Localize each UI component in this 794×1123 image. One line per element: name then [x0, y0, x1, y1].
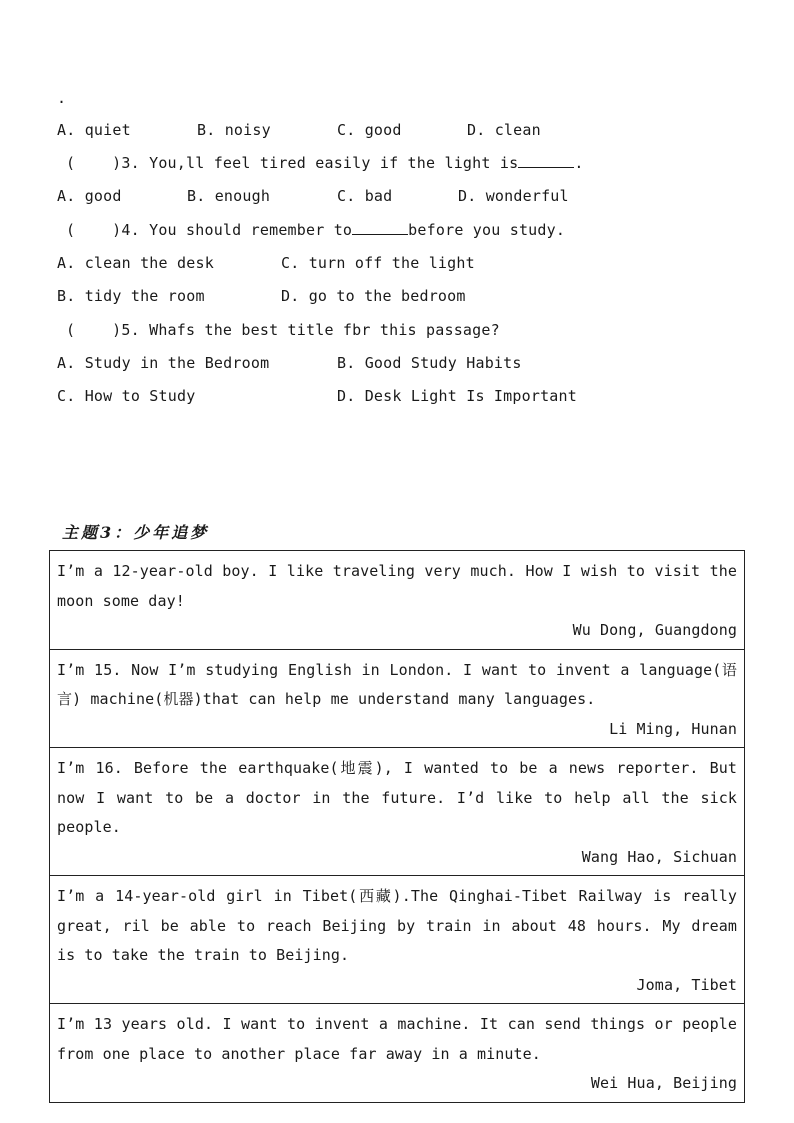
q5-option-c: C. How to Study [57, 387, 196, 405]
table-row [50, 1004, 745, 1103]
stray-mark: . [57, 89, 67, 107]
q4-option-b: B. tidy the room [57, 287, 205, 305]
question-5 [66, 320, 500, 340]
dream-text: I’m 16. Before the earthquake(地震), I wanted to be a news reporter. But now I want to be a doctor in the future. I’d like to help all the sick people. [57, 759, 737, 836]
q2-option-c: C. good [337, 121, 402, 139]
dream-cell [50, 876, 745, 1004]
question-4 [66, 220, 565, 240]
question-3 [66, 153, 584, 173]
table-row [50, 748, 745, 876]
dream-author: Joma, Tibet [636, 975, 737, 994]
dream-text: I’m a 14-year-old girl in Tibet(西藏).The Qinghai-Tibet Railway is really great, ril be able to reach Beijing by train in about 48 hours. My dream is to take the train to Beijing. [57, 887, 737, 964]
dream-author: Li Ming, Hunan [609, 719, 737, 738]
q2-option-d: D. clean [467, 121, 541, 139]
q3-option-d: D. wonderful [458, 187, 569, 205]
dream-text: I’m 15. Now I’m studying English in London. I want to invent a language(语言) machine(机器)that can help me understand many languages. [57, 660, 737, 708]
answer-paren: ( ) [66, 221, 122, 239]
question-stem: 3. You,ll feel tired easily if the light is [121, 154, 519, 172]
question-stem-end: before you study. [408, 221, 566, 239]
q2-option-a: A. quiet [57, 121, 131, 139]
answer-blank [518, 153, 574, 168]
dream-cell [50, 649, 745, 748]
table-row [50, 649, 745, 748]
dream-cell [50, 1004, 745, 1103]
q4-option-a: A. clean the desk [57, 254, 214, 272]
q2-option-b: B. noisy [197, 121, 271, 139]
dream-author: Wei Hua, Beijing [590, 1074, 737, 1092]
dream-author: Wang Hao, Sichuan [581, 847, 737, 866]
q3-option-a: A. good [57, 187, 122, 205]
answer-paren: ( ) [66, 321, 122, 339]
answer-blank [352, 220, 408, 235]
dream-text: I’m 13 years old. I want to invent a machine. It can send things or people from one place to another place far away in a minute. [57, 1015, 737, 1063]
dream-cell [50, 551, 745, 650]
dreams-table [49, 550, 745, 1103]
section-heading: 主题3：少年追梦 [62, 523, 210, 542]
dream-cell [50, 748, 745, 876]
q5-option-d: D. Desk Light Is Important [337, 387, 577, 405]
table-row [50, 876, 745, 1004]
q4-option-c: C. turn off the light [281, 254, 475, 272]
dream-author: Wu Dong, Guangdong [572, 621, 737, 639]
question-stem: 5. Whafs the best title fbr this passage? [121, 321, 500, 339]
dream-text: I’m a 12-year-old boy. I like traveling very much. How I wish to visit the moon some day! [57, 562, 737, 610]
q5-option-b: B. Good Study Habits [337, 354, 522, 372]
q3-option-c: C. bad [337, 187, 393, 205]
question-stem-end: . [574, 154, 584, 172]
table-row [50, 551, 745, 650]
q3-option-b: B. enough [187, 187, 271, 205]
question-stem: 4. You should remember to [121, 221, 353, 239]
q5-option-a: A. Study in the Bedroom [57, 354, 270, 372]
answer-paren: ( ) [66, 154, 122, 172]
q4-option-d: D. go to the bedroom [281, 287, 466, 305]
